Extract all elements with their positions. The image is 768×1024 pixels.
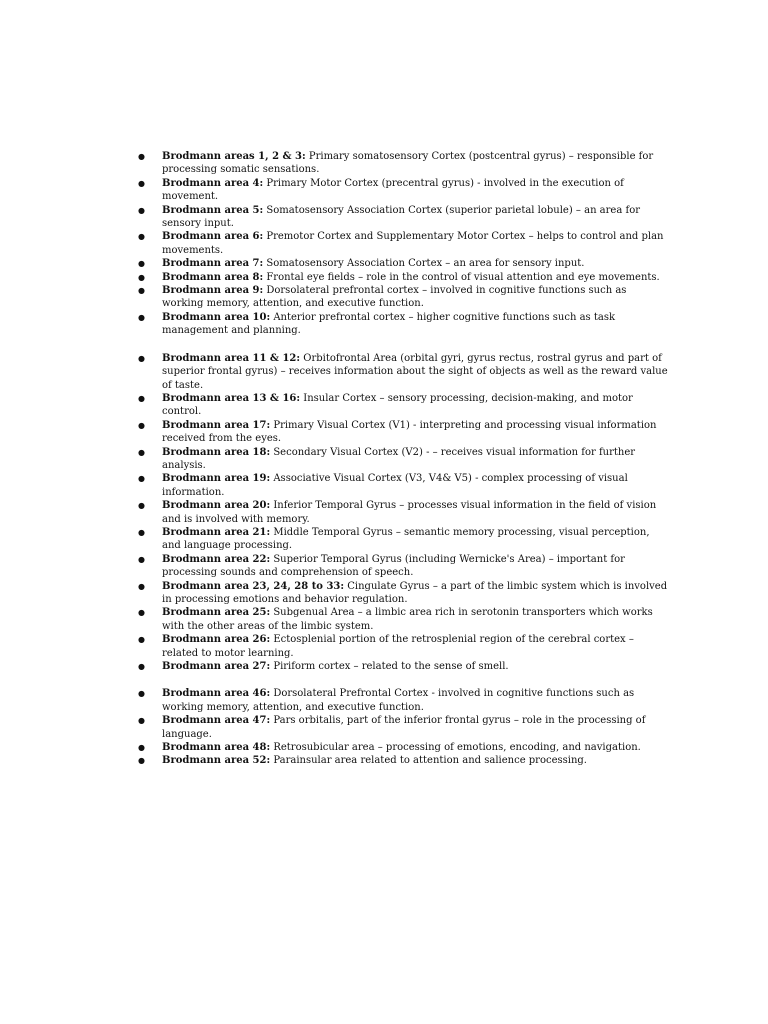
area-description: Inferior Temporal Gyrus – processes visual information in the field of vision and is involved with memory.: [162, 500, 657, 525]
area-description: Frontal eye fields – role in the control of visual attention and eye movements.: [263, 271, 660, 283]
area-description: Piriform cortex – related to the sense of smell.: [270, 661, 509, 673]
area-description: Retrosubicular area – processing of emotions, encoding, and navigation.: [270, 742, 641, 754]
list-item: [0, 754, 668, 767]
area-description: Somatosensory Association Cortex (superior parietal lobule) – an area for sensory input.: [162, 204, 640, 230]
bullet-icon: ●: [138, 689, 145, 699]
list-item: [0, 284, 668, 311]
bullet-icon: ●: [138, 312, 145, 322]
area-term: Brodmann area 7:: [162, 258, 264, 270]
area-description: Associative Visual Cortex (V3, V4& V5) - complex processing of visual information.: [162, 473, 628, 498]
area-description: Ectosplenial portion of the retrosplenial region of the cerebral cortex – related to motor learning.: [162, 634, 634, 659]
list-item: [0, 526, 668, 553]
area-term: Brodmann area 25:: [162, 607, 271, 619]
area-term: Brodmann area 8:: [162, 271, 264, 283]
area-term: Brodmann area 9:: [162, 285, 264, 297]
list-item: [0, 177, 668, 204]
area-description: Cingulate Gyrus – a part of the limbic system which is involved in processing emotions and behavior regulation.: [162, 580, 668, 605]
area-term: Brodmann area 4:: [162, 177, 264, 189]
list-item: [0, 714, 668, 741]
area-term: Brodmann area 18:: [162, 446, 271, 458]
area-description: Insular Cortex – sensory processing, decision-making, and motor control.: [162, 392, 633, 418]
bullet-icon: ●: [138, 393, 145, 403]
list-item: [0, 499, 668, 526]
area-term: Brodmann area 26:: [162, 634, 271, 646]
area-term: Brodmann area 17:: [162, 419, 271, 431]
bullet-icon: ●: [138, 232, 145, 242]
area-description: Parainsular area related to attention and salience processing.: [270, 755, 587, 767]
area-description: Premotor Cortex and Supplementary Motor Cortex – helps to control and plan movements.: [162, 231, 664, 256]
area-term: Brodmann area 27:: [162, 661, 271, 673]
area-description: Middle Temporal Gyrus – semantic memory processing, visual perception, and language processing.: [162, 526, 650, 552]
list-item: [0, 741, 668, 754]
list-item: [0, 271, 668, 284]
list-item: [0, 352, 668, 392]
area-description: Primary Motor Cortex (precentral gyrus) - involved in the execution of movement.: [162, 177, 624, 203]
area-term: Brodmann area 46:: [162, 688, 271, 700]
list-item: [0, 311, 668, 338]
list-item: [0, 633, 668, 660]
area-term: Brodmann area 20:: [162, 500, 271, 512]
list-group: [0, 150, 668, 338]
bullet-icon: ●: [138, 554, 145, 564]
bullet-icon: ●: [138, 272, 145, 282]
list-item: [0, 660, 668, 673]
list-item: [0, 230, 668, 257]
list-item: [0, 472, 668, 499]
area-description: Primary somatosensory Cortex (postcentral gyrus) – responsible for processing somatic sensations.: [162, 151, 654, 176]
bullet-icon: ●: [138, 743, 145, 753]
bullet-icon: ●: [138, 501, 145, 511]
bullet-icon: ●: [138, 581, 145, 591]
area-description: Dorsolateral prefrontal cortex – involved in cognitive functions such as working memory, attention, and executive function.: [162, 285, 627, 310]
list-item: [0, 150, 668, 177]
bullet-icon: ●: [138, 756, 145, 766]
list-item: [0, 392, 668, 419]
bullet-icon: ●: [138, 420, 145, 430]
bullet-icon: ●: [138, 259, 145, 269]
bullet-icon: ●: [138, 447, 145, 457]
area-term: Brodmann area 52:: [162, 755, 271, 767]
list-item: [0, 419, 668, 446]
area-description: Orbitofrontal Area (orbital gyri, gyrus rectus, rostral gyrus and part of superior frontal gyrus) – receives information about the sight of objects as well as the reward value of taste.: [162, 352, 668, 391]
list-item: [0, 606, 668, 633]
bullet-icon: ●: [138, 152, 145, 161]
area-description: Anterior prefrontal cortex – higher cognitive functions such as task management and planning.: [162, 311, 616, 337]
list-item: [0, 204, 668, 231]
bullet-icon: ●: [138, 527, 145, 537]
area-description: Superior Temporal Gyrus (including Wernicke's Area) – important for processing sounds and comprehension of speech.: [162, 553, 625, 579]
list-item: [0, 257, 668, 270]
bullet-icon: ●: [138, 286, 145, 296]
list-group: [0, 352, 668, 674]
area-term: Brodmann area 23, 24, 28 to 33:: [162, 580, 345, 592]
area-term: Brodmann area 10:: [162, 311, 271, 323]
bullet-icon: ●: [138, 353, 145, 363]
area-term: Brodmann area 6:: [162, 231, 264, 243]
bullet-icon: ●: [138, 716, 145, 726]
list-item: [0, 446, 668, 473]
list-item: [0, 580, 668, 607]
area-term: Brodmann area 13 & 16:: [162, 392, 301, 404]
list-group: [0, 687, 668, 767]
bullet-icon: ●: [138, 662, 145, 672]
area-description: Dorsolateral Prefrontal Cortex - involved in cognitive functions such as working memory, attention, and executive function.: [162, 688, 635, 713]
area-term: Brodmann area 21:: [162, 526, 271, 538]
area-description: Primary Visual Cortex (V1) - interpreting and processing visual information received from the eyes.: [162, 419, 657, 445]
area-description: Pars orbitalis, part of the inferior frontal gyrus – role in the processing of language.: [162, 715, 646, 740]
area-term: Brodmann areas 1, 2 & 3:: [162, 151, 306, 162]
bullet-icon: ●: [138, 205, 145, 215]
area-term: Brodmann area 11 & 12:: [162, 352, 301, 364]
area-description: Subgenual Area – a limbic area rich in serotonin transporters which works with the other areas of the limbic system.: [162, 607, 653, 632]
list-item: [0, 553, 668, 580]
area-term: Brodmann area 5:: [162, 204, 264, 216]
bullet-icon: ●: [138, 635, 145, 645]
area-description: Secondary Visual Cortex (V2) - – receives visual information for further analysis.: [162, 446, 636, 471]
brodmann-area-list: [0, 150, 668, 768]
area-term: Brodmann area 19:: [162, 473, 271, 485]
bullet-icon: ●: [138, 178, 145, 188]
bullet-icon: ●: [138, 474, 145, 484]
area-term: Brodmann area 48:: [162, 742, 271, 754]
list-item: [0, 687, 668, 714]
bullet-icon: ●: [138, 608, 145, 618]
area-description: Somatosensory Association Cortex – an area for sensory input.: [263, 258, 585, 270]
area-term: Brodmann area 22:: [162, 553, 271, 565]
area-term: Brodmann area 47:: [162, 715, 271, 727]
